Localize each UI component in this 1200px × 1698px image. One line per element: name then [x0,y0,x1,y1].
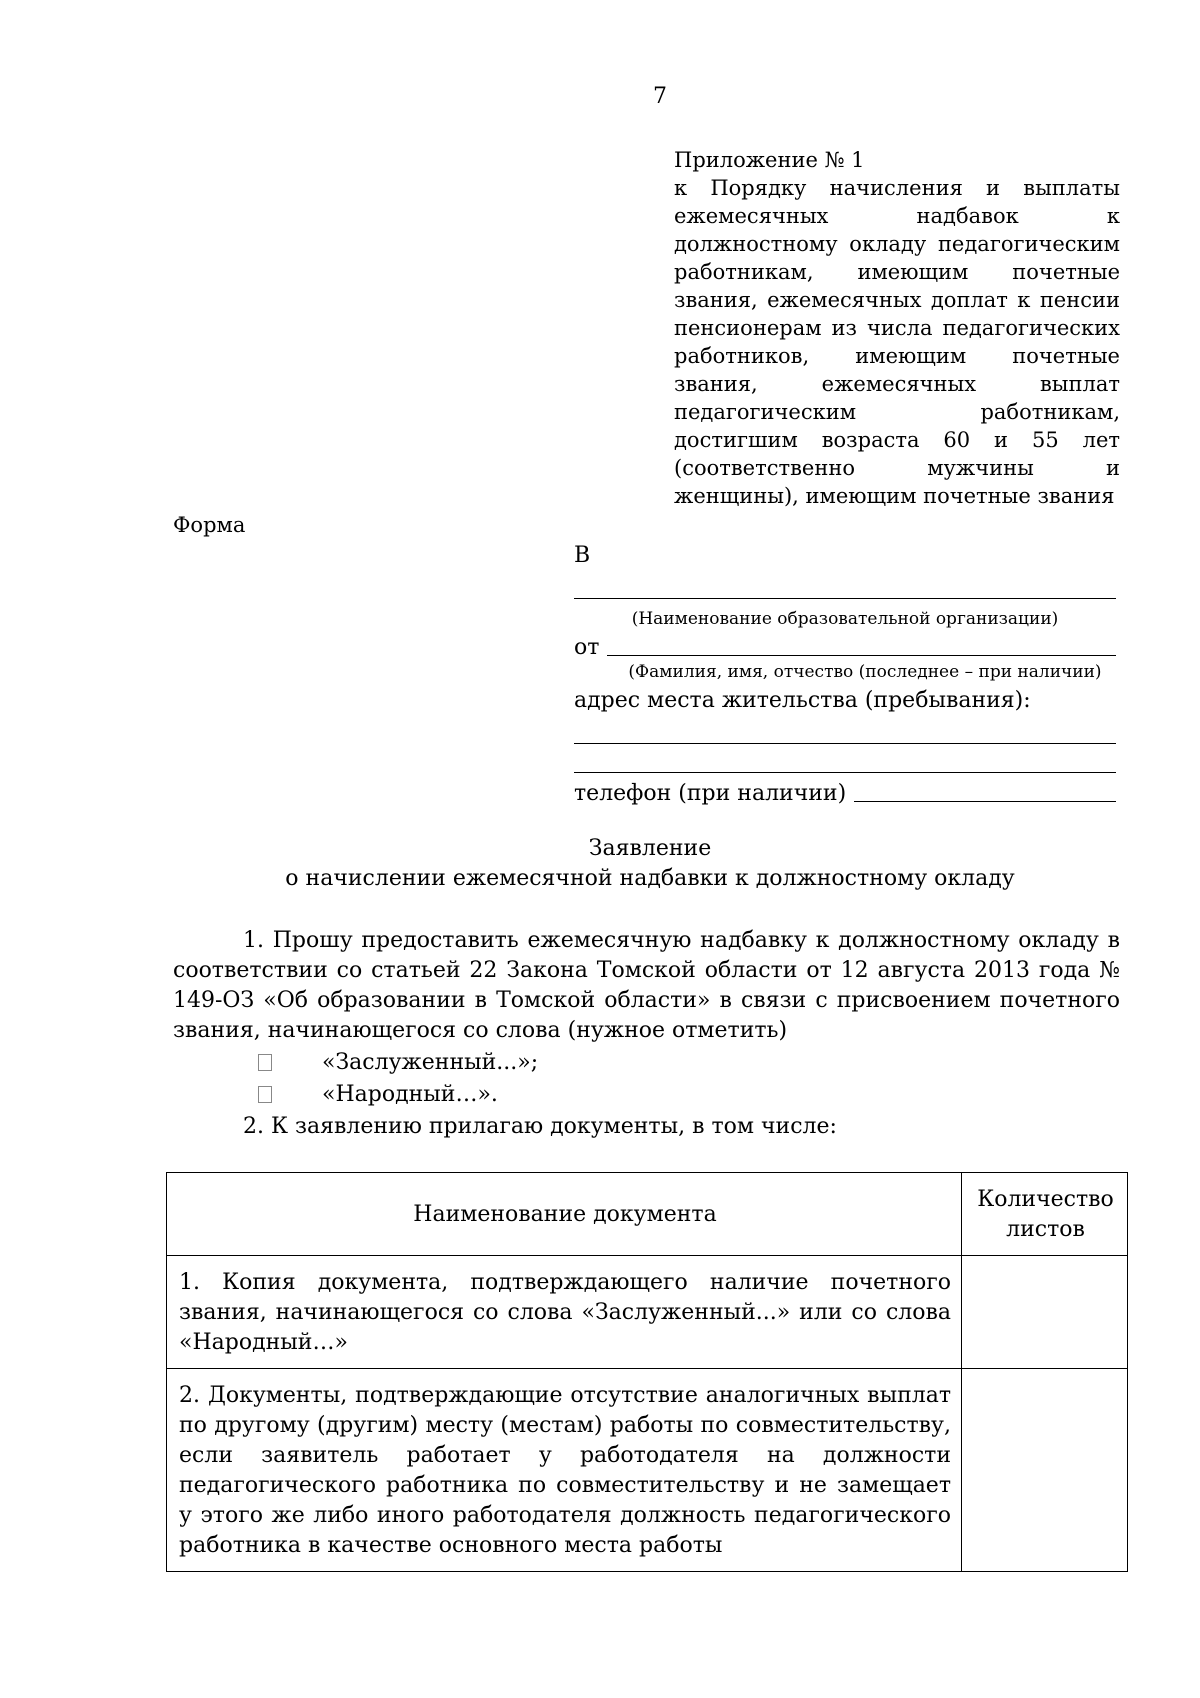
header-doc-name: Наименование документа [167,1173,962,1256]
phone-label: телефон (при наличии) [574,781,847,806]
doc-name-cell: 2. Документы, подтверждающие отсутствие аналогичных выплат по другому (другим) месту (местам) работы по совместительству, если заявитель работает у работодателя на должности педагогического работника по совместительству и не замещает у этого же либо иного работодателя должность педагогического работника в качестве основного места работы [167,1369,962,1572]
from-prefix: от [574,635,600,660]
table-header-row [167,1173,1128,1256]
doc-name-cell: 1. Копия документа, подтверждающего наличие почетного звания, начинающегося со слова «Заслуженный...» или со слова «Народный…» [167,1256,962,1369]
address-line-2 [574,772,1116,773]
checkbox-icon[interactable] [258,1086,272,1103]
documents-table [166,1172,1128,1572]
paragraph-request: 1. Прошу предоставить ежемесячную надбавку к должностному окладу в соответствии со статьей 22 Закона Томской области от 12 августа 2013 года № 149-ОЗ «Об образовании в Томской области» в связи с присвоением почетного звания, начинающегося со слова (нужное отметить) [173,928,1120,1043]
table-row [167,1256,1128,1369]
option-honored-label: «Заслуженный...»; [322,1050,539,1075]
page-number: 7 [653,84,667,109]
option-peoples[interactable] [258,1082,498,1107]
appendix-reference [674,146,1120,510]
statement-subtitle: о начислении ежемесячной надбавки к должностному окладу [285,866,1015,891]
name-caption: (Фамилия, имя, отчество (последнее – при наличии) [628,662,1102,682]
phone-row [574,781,1116,806]
address-block [574,540,1116,806]
from-row [574,635,1116,660]
page-count-cell[interactable] [962,1369,1128,1572]
address-line-1 [574,743,1116,744]
to-prefix: В [574,543,591,568]
option-honored[interactable] [258,1050,538,1075]
appendix-title: Приложение № 1 [674,148,865,172]
page-count-cell[interactable] [962,1256,1128,1369]
statement-title: Заявление [588,836,712,861]
org-name-caption: (Наименование образовательной организации) [631,609,1059,629]
paragraph-attachments: 2. К заявлению прилагаю документы, в том числе: [243,1114,837,1139]
option-peoples-label: «Народный…». [322,1082,498,1107]
phone-line [854,801,1116,802]
form-label: Форма [173,513,246,537]
appendix-body: к Порядку начисления и выплаты ежемесячных надбавок к должностному окладу педагогическим работникам, имеющим почетные звания, ежемесячных доплат к пенсии пенсионерам из числа педагогических работников, имеющим почетные звания, ежемесячных выплат педагогическим работникам, достигшим возраста 60 и 55 лет (соответственно мужчины и женщины), имеющим почетные звания [674,176,1120,508]
table-row [167,1369,1128,1572]
org-name-line [574,598,1116,599]
header-page-count: Количество листов [962,1173,1128,1256]
address-label: адрес места жительства (пребывания): [574,688,1031,713]
checkbox-icon[interactable] [258,1054,272,1071]
from-name-line [607,655,1116,656]
